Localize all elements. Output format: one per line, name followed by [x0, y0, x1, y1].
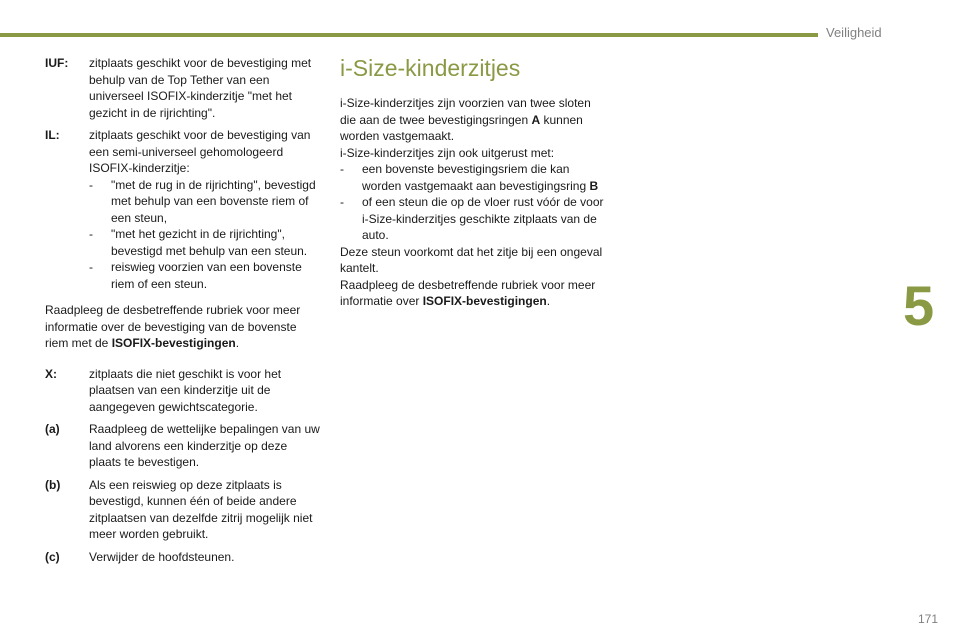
definition-text: zitplaats geschikt voor de bevestiging met behulp van de Top Tether van een universeel ISOFIX-kinderzitje "met het gezicht in de rijrichting". — [89, 56, 312, 120]
definition-term: IL: — [45, 128, 60, 142]
note-text: Als een reiswieg op deze zitplaats is bevestigd, kunnen één of beide andere zitplaatsen van dezelfde zitrij mogelijk niet meer worden gebruikt. — [89, 477, 313, 541]
note-term: (a) — [45, 422, 60, 436]
note-term: (c) — [45, 549, 60, 564]
header-rule — [0, 33, 818, 37]
dash-marker: - — [89, 227, 93, 241]
definition-iuf — [45, 55, 320, 121]
list-item-text-part: een bovenste bevestigingsriem die kan worden vastgemaakt aan bevestigingsring — [362, 162, 590, 193]
consult-paragraph — [45, 302, 320, 352]
page-number: 171 — [917, 612, 938, 626]
list-item — [340, 161, 610, 194]
definition-body — [89, 127, 320, 292]
note-b — [45, 477, 320, 543]
list-item-text: "met de rug in de rijrichting", bevestigd met behulp van een bovenste riem of een steun, — [111, 177, 316, 225]
list-item — [89, 226, 320, 259]
section-title: i-Size-kinderzitjes — [340, 55, 521, 81]
consult-text: Raadpleeg de desbetreffende rubriek voor meer informatie over — [340, 277, 596, 308]
list-item — [89, 259, 320, 292]
list-item-text: of een steun die op de vloer rust vóór de voor i-Size-kinderzitjes geschikte zitplaats van de auto. — [362, 195, 604, 242]
consult-end: . — [235, 336, 240, 350]
equipment-intro: i-Size-kinderzitjes zijn ook uitgerust met: — [340, 145, 555, 160]
isize-paragraph — [340, 95, 610, 145]
note-a — [45, 421, 320, 471]
dash-marker: - — [89, 177, 93, 192]
list-item-text: "met het gezicht in de rijrichting", bevestigd met behulp van een steun. — [111, 227, 308, 258]
paragraph-text: i-Size-kinderzitjes zijn voorzien van twee sloten die aan de twee bevestigingsringen — [340, 96, 591, 127]
definition-x — [45, 366, 320, 416]
note-text: Raadpleeg de wettelijke bepalingen van uw land alvorens een kinderzitje op deze plaats te bevestigen. — [89, 422, 320, 469]
definition-term: IUF: — [45, 56, 69, 70]
list-item-text: reiswieg voorzien van een bovenste riem of een steun. — [111, 260, 302, 291]
paragraph-text: kunnen worden vastgemaakt. — [340, 112, 583, 143]
dash-marker: - — [340, 195, 344, 209]
support-paragraph: Deze steun voorkomt dat het zitje bij een ongeval kantelt. — [340, 244, 603, 275]
note-term: (b) — [45, 477, 61, 492]
left-column — [45, 55, 320, 571]
ring-b-label: B — [589, 178, 599, 193]
definition-text: zitplaats die niet geschikt is voor het plaatsen van een kinderzitje uit de aangegeven gewichtscategorie. — [89, 366, 282, 414]
chapter-number: 5 — [903, 274, 935, 337]
definition-term: X: — [45, 366, 57, 381]
list-item — [89, 177, 320, 227]
right-column — [340, 55, 610, 310]
note-text: Verwijder de hoofdsteunen. — [89, 549, 235, 564]
list-item — [340, 194, 610, 244]
definition-il — [45, 127, 320, 292]
consult-paragraph — [340, 277, 610, 310]
consult-bold-term: ISOFIX-bevestigingen — [111, 336, 236, 350]
section-label: Veiligheid — [826, 25, 882, 40]
dash-marker: - — [89, 260, 93, 274]
consult-text: Raadpleeg de desbetreffende rubriek voor meer informatie over de bevestiging van de bovenste riem met de — [45, 303, 301, 350]
consult-end: . — [546, 294, 551, 308]
note-c — [45, 549, 320, 566]
definition-text: zitplaats geschikt voor de bevestiging van een semi-universeel gehomologeerd ISOFIX-kinderzitje: — [89, 128, 311, 175]
ring-a-label: A — [531, 112, 541, 127]
list-item-text — [362, 161, 610, 194]
dash-marker: - — [340, 162, 344, 176]
consult-bold-term: ISOFIX-bevestigingen — [422, 294, 547, 308]
